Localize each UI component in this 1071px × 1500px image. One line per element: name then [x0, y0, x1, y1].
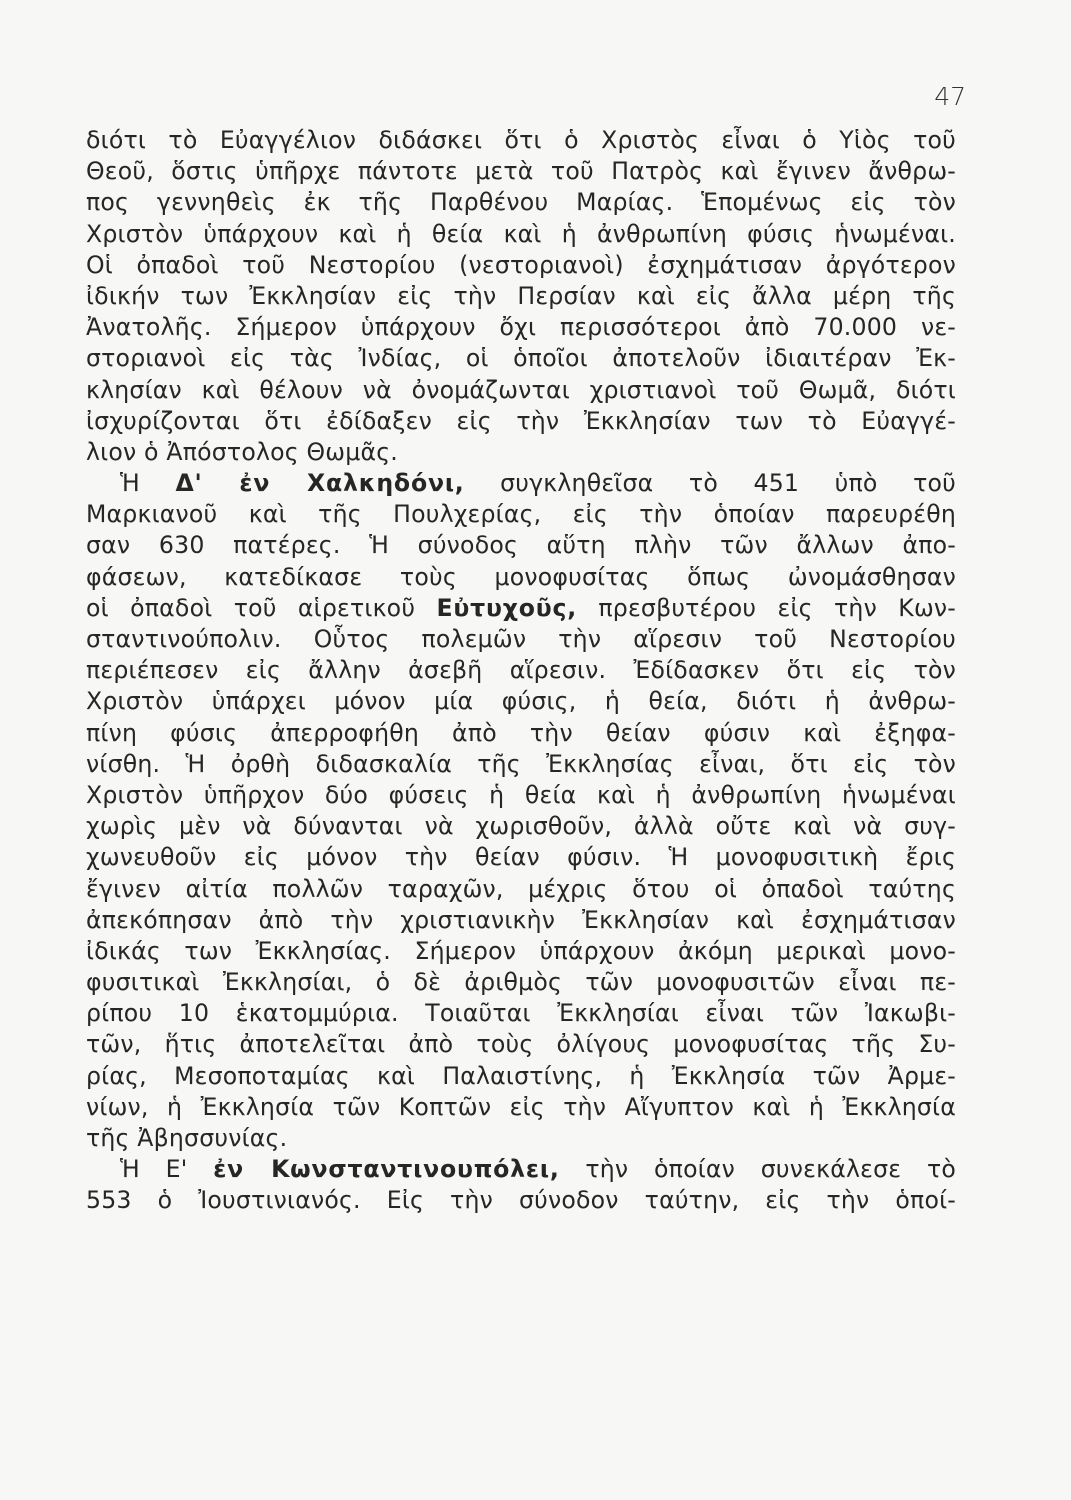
text-line — [86, 1123, 956, 1154]
line-text: διότι τὸ Εὐαγγέλιον διδάσκει ὅτι ὁ Χριστὸς εἶναι ὁ Υἱὸς τοῦ — [86, 126, 956, 154]
text-line — [86, 530, 956, 561]
text-line — [86, 686, 956, 717]
text-line — [86, 624, 956, 655]
line-text: Ἡ Ε' — [120, 1155, 214, 1184]
text-line — [86, 1185, 956, 1216]
line-text: νίων, ἡ Ἐκκλησία τῶν Κοπτῶν εἰς τὴν Αἴγυπτον καὶ ἡ Ἐκκλησία — [86, 1092, 956, 1121]
line-text: Μαρκιανοῦ καὶ τῆς Πουλχερίας, εἰς τὴν ὁποίαν παρευρέθη — [86, 500, 956, 529]
text-line — [86, 312, 956, 343]
text-line — [86, 187, 956, 218]
text-line — [86, 718, 956, 749]
line-text: πίνη φύσις ἀπερροφήθη ἀπὸ τὴν θείαν φύσιν καὶ ἐξηφα- — [86, 718, 956, 747]
text-line — [86, 967, 956, 998]
bold-heading: Δ' ἐν Χαλκηδόνι, — [175, 469, 465, 498]
text-line — [86, 437, 956, 468]
line-text: χωρὶς μὲν νὰ δύνανται νὰ χωρισθοῦν, ἀλλὰ οὔτε καὶ νὰ συγ- — [86, 812, 956, 841]
text-line — [86, 1061, 956, 1092]
line-text: ρίπου 10 ἑκατομμύρια. Τοιαῦται Ἐκκλησίαι εἶναι τῶν Ἰακωβι- — [86, 999, 956, 1028]
line-text: στοριανοὶ εἰς τὰς Ἰνδίας, οἱ ὁποῖοι ἀποτελοῦν ἰδιαιτέραν Ἐκ- — [86, 344, 956, 373]
line-text: λιον ὁ Ἀπόστολος Θωμᾶς. — [86, 437, 398, 466]
line-text: κλησίαν καὶ θέλουν νὰ ὀνομάζωνται χριστιανοὶ τοῦ Θωμᾶ, διότι — [86, 375, 956, 404]
line-text: τὴν ὁποίαν συνεκάλεσε τὸ — [559, 1155, 956, 1184]
line-text: φάσεων, κατεδίκασε τοὺς μονοφυσίτας ὅπως ὠνομάσθησαν — [86, 562, 956, 591]
text-line — [86, 281, 956, 312]
line-text: ρίας, Μεσοποταμίας καὶ Παλαιστίνης, ἡ Ἐκκλησία τῶν Ἀρμε- — [86, 1061, 956, 1090]
bold-heading: Εὐτυχοῦς, — [436, 593, 578, 622]
line-text: οἱ ὀπαδοὶ τοῦ αἱρετικοῦ — [86, 593, 437, 622]
line-text: χωνευθοῦν εἰς μόνον τὴν θείαν φύσιν. Ἡ μονοφυσιτικὴ ἔρις — [86, 843, 956, 872]
text-line — [86, 406, 956, 437]
page-number: 47 — [934, 82, 966, 111]
line-text: ἰσχυρίζονται ὅτι ἐδίδαξεν εἰς τὴν Ἐκκλησίαν των τὸ Εὐαγγέ- — [86, 406, 956, 435]
line-text: Οἱ ὀπαδοὶ τοῦ Νεστορίου (νεστοριανοὶ) ἐσχημάτισαν ἀργότερον — [86, 250, 956, 279]
line-text: Ἀνατολῆς. Σήμερον ὑπάρχουν ὄχι περισσότεροι ἀπὸ 70.000 νε- — [86, 313, 956, 342]
text-line — [86, 1029, 956, 1060]
line-text: φυσιτικαὶ Ἐκκλησίαι, ὁ δὲ ἀριθμὸς τῶν μονοφυσιτῶν εἶναι πε- — [86, 968, 956, 997]
line-text: σταντινούπολιν. Οὗτος πολεμῶν τὴν αἵρεσιν τοῦ Νεστορίου — [86, 625, 956, 653]
text-line — [86, 219, 956, 250]
text-line — [86, 343, 956, 374]
text-line — [86, 375, 956, 406]
text-line — [86, 655, 956, 686]
line-text: Χριστὸν ὑπῆρχον δύο φύσεις ἡ θεία καὶ ἡ ἀνθρωπίνη ἡνωμέναι — [86, 780, 956, 809]
text-line — [86, 905, 956, 936]
line-text: Χριστὸν ὑπάρχει μόνον μία φύσις, ἡ θεία, διότι ἡ ἀνθρω- — [86, 687, 956, 716]
text-line — [86, 156, 956, 187]
text-line — [86, 468, 956, 499]
line-text: Ἡ — [120, 469, 176, 498]
line-text: νίσθη. Ἡ ὀρθὴ διδασκαλία τῆς Ἐκκλησίας εἶναι, ὅτι εἰς τὸν — [86, 749, 956, 778]
text-line — [86, 936, 956, 967]
text-line — [86, 562, 956, 593]
line-text: ἔγινεν αἰτία πολλῶν ταραχῶν, μέχρις ὅτου οἱ ὀπαδοὶ ταύτης — [86, 874, 956, 903]
line-text: πος γεννηθεὶς ἐκ τῆς Παρθένου Μαρίας. Ἑπομένως εἰς τὸν — [86, 188, 956, 217]
text-line — [86, 780, 956, 811]
text-line — [86, 749, 956, 780]
line-text: σαν 630 πατέρες. Ἡ σύνοδος αὕτη πλὴν τῶν ἄλλων ἀπο- — [86, 531, 956, 560]
line-text: τῆς Ἀβησσυνίας. — [86, 1124, 288, 1152]
text-line — [86, 998, 956, 1029]
line-text: 553 ὁ Ἰουστινιανός. Εἰς τὴν σύνοδον ταύτην, εἰς τὴν ὁποί- — [86, 1186, 956, 1215]
line-text: συγκληθεῖσα τὸ 451 ὑπὸ τοῦ — [464, 469, 956, 498]
line-text: τῶν, ἥτις ἀποτελεῖται ἀπὸ τοὺς ὀλίγους μονοφυσίτας τῆς Συ- — [86, 1030, 956, 1059]
text-line — [86, 593, 956, 624]
line-text: περιέπεσεν εἰς ἄλλην ἀσεβῆ αἵρεσιν. Ἐδίδασκεν ὅτι εἰς τὸν — [86, 656, 956, 685]
text-line — [86, 125, 956, 156]
text-line — [86, 811, 956, 842]
text-line — [86, 874, 956, 905]
text-line — [86, 499, 956, 530]
bold-heading: ἐν Κωνσταντινουπόλει, — [213, 1155, 560, 1184]
body-text — [86, 125, 956, 1217]
text-line — [86, 842, 956, 873]
line-text: ἀπεκόπησαν ἀπὸ τὴν χριστιανικὴν Ἐκκλησίαν καὶ ἐσχημάτισαν — [86, 905, 956, 934]
line-text: πρεσβυτέρου εἰς τὴν Κων- — [577, 593, 956, 622]
line-text: Χριστὸν ὑπάρχουν καὶ ἡ θεία καὶ ἡ ἀνθρωπίνη φύσις ἡνωμέναι. — [86, 219, 956, 248]
line-text: ἰδικήν των Ἐκκλησίαν εἰς τὴν Περσίαν καὶ εἰς ἄλλα μέρη τῆς — [86, 281, 956, 310]
text-line — [86, 250, 956, 281]
line-text: ἰδικάς των Ἐκκλησίας. Σήμερον ὑπάρχουν ἀκόμη μερικαὶ μονο- — [86, 936, 956, 965]
line-text: Θεοῦ, ὅστις ὑπῆρχε πάντοτε μετὰ τοῦ Πατρὸς καὶ ἔγινεν ἄνθρω- — [86, 157, 956, 186]
text-line — [86, 1154, 956, 1185]
text-line — [86, 1092, 956, 1123]
